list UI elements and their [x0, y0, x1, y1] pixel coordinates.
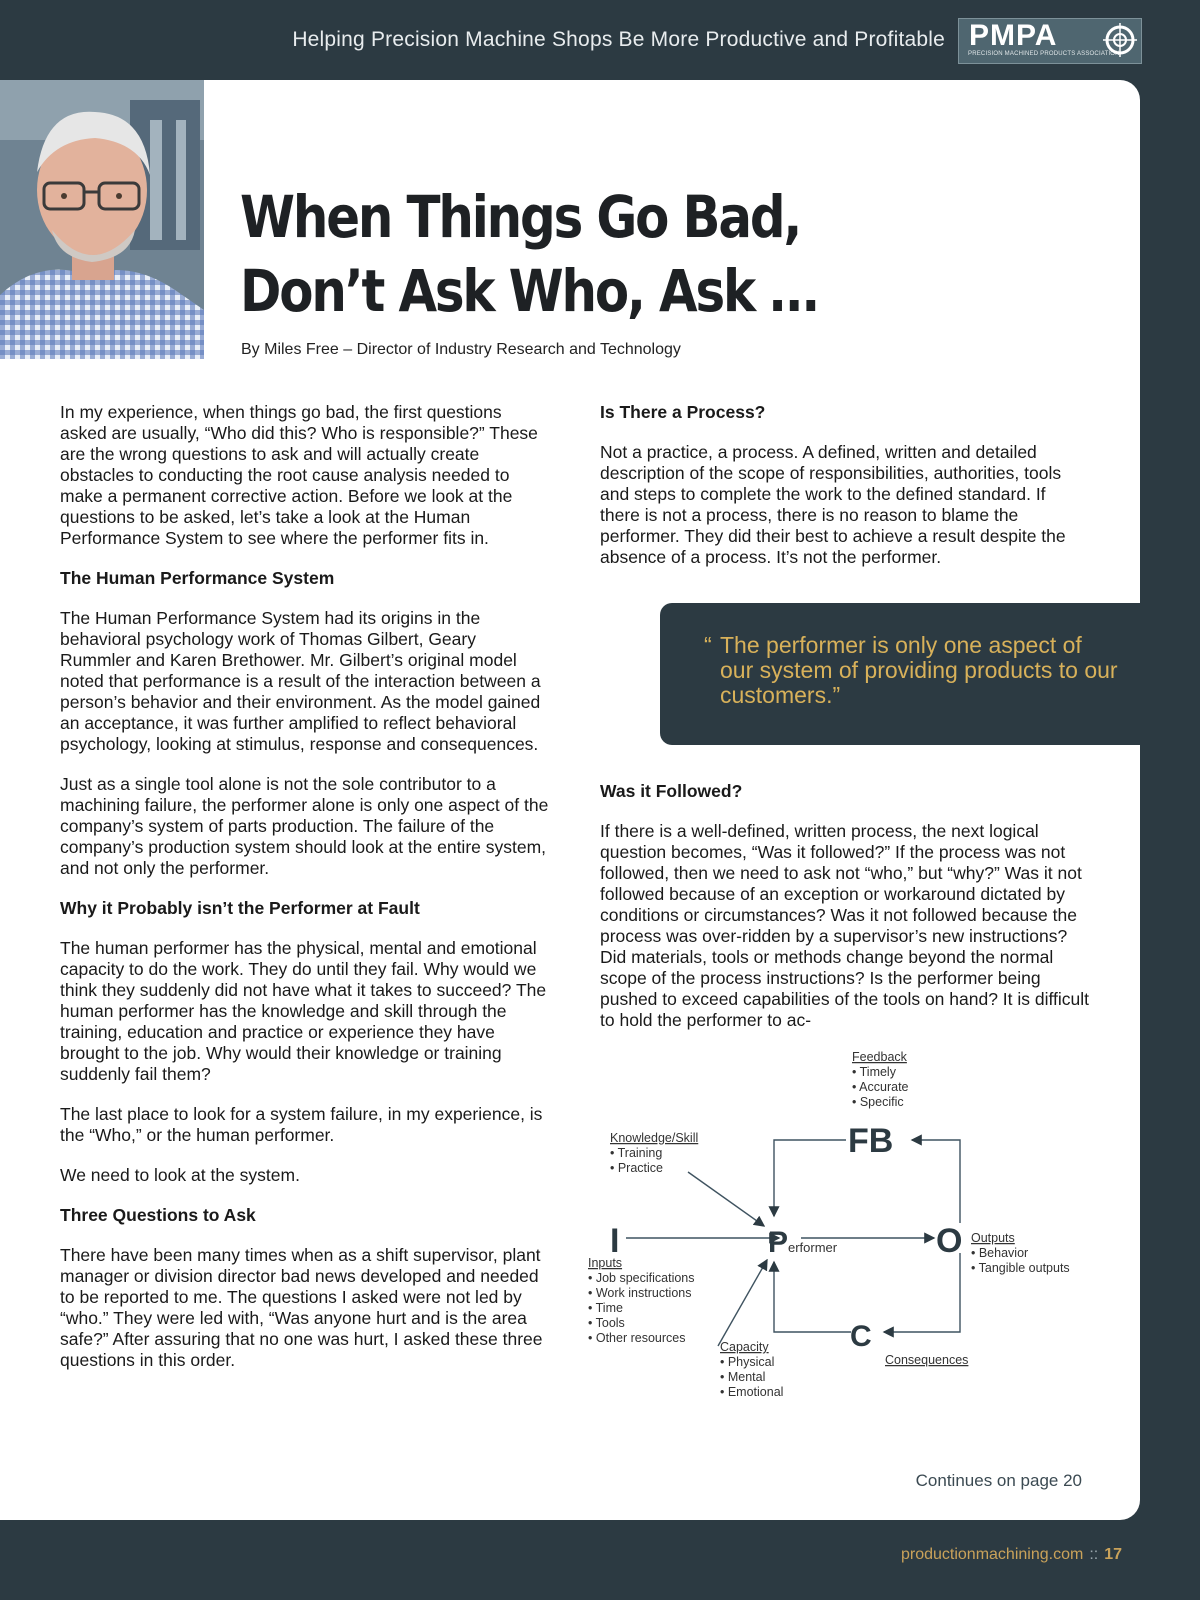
performer-label: erformer — [788, 1240, 838, 1255]
capacity-item: • Mental — [720, 1370, 766, 1384]
section-heading: Three Questions to Ask — [60, 1205, 256, 1225]
inputs-item: • Job specifications — [588, 1271, 695, 1285]
section-heading: Why it Probably isn’t the Performer at Fault — [60, 898, 420, 918]
paragraph: In my experience, when things go bad, the first questions asked are usually, “Who did this? Who is responsible?” These are the wrong questions to ask and will actually create obstacles to conducting the root cause analysis needed to make a permanent corrective action. Before we look at the questions to be asked, let’s take a look at the Human Performance System to see where the performer fits in. — [60, 402, 538, 548]
section-heading: Is There a Process? — [600, 402, 766, 422]
section-heading: The Human Performance System — [60, 568, 335, 588]
article-title — [240, 180, 842, 328]
knowledge-title: Knowledge/Skill — [610, 1131, 699, 1145]
left-column — [60, 402, 550, 1390]
paragraph: The human performer has the physical, mental and emotional capacity to do the work. They do until they fail. Why would we think they suddenly did not have what it takes to succeed? The human performer has the knowledge and skill through the training, education and practice or experience they have brought to the job. Why would their knowledge or training suddenly fail them? — [60, 938, 547, 1084]
knowledge-item: • Practice — [610, 1161, 664, 1175]
title-line-2: Don’t Ask Who, Ask … — [240, 257, 817, 325]
author-photo — [0, 80, 204, 359]
pull-quote — [660, 603, 1140, 745]
footer-separator: :: — [1089, 1546, 1099, 1563]
page-number: 17 — [1104, 1546, 1122, 1563]
capacity-item: • Emotional — [720, 1385, 784, 1399]
paragraph: Just as a single tool alone is not the sole contributor to a machining failure, the performer alone is only one aspect of the company’s system of parts production. The failure of the company’s production system should look at the entire system, and not only the performer. — [60, 774, 549, 878]
inputs-item: • Time — [588, 1301, 623, 1315]
quote-mark-icon: “ — [704, 632, 712, 658]
target-icon — [1103, 23, 1137, 57]
pull-quote-text — [704, 632, 1120, 708]
pmpa-logo[interactable] — [958, 18, 1142, 64]
feedback-item: • Accurate — [852, 1080, 909, 1094]
paragraph: The Human Performance System had its origins in the behavioral psychology work of Thomas Gilbert, Geary Rummler and Karen Brethower. Mr. Gilbert’s original model noted that performance is a result of the interaction between a person’s behavior and their environment. As the model gained an acceptance, it was further amplified to reflect behavioral psychology, looking at stimulus, response and consequences. — [60, 608, 541, 754]
quote-body: The performer is only one aspect of our system of providing products to our customers.” — [720, 632, 1118, 708]
inputs-item: • Work instructions — [588, 1286, 692, 1300]
paragraph: The last place to look for a system failure, in my experience, is the “Who,” or the human performer. — [60, 1104, 543, 1145]
inputs-item: • Tools — [588, 1316, 625, 1330]
capacity-item: • Physical — [720, 1355, 775, 1369]
byline: By Miles Free – Director of Industry Research and Technology — [241, 341, 681, 358]
inputs-letter: I — [610, 1222, 620, 1260]
header-tagline: Helping Precision Machine Shops Be More Productive and Profitable — [292, 28, 945, 51]
logo-wordmark: PMPA — [969, 19, 1058, 52]
inputs-title: Inputs — [588, 1256, 623, 1270]
outputs-item: • Behavior — [971, 1246, 1029, 1260]
human-performance-diagram — [588, 1048, 1096, 1408]
outputs-title: Outputs — [971, 1231, 1015, 1245]
logo-subtitle: PRECISION MACHINED PRODUCTS ASSOCIATION — [968, 51, 1120, 57]
outputs-item: • Tangible outputs — [971, 1261, 1070, 1275]
feedback-letter: FB — [848, 1122, 894, 1160]
feedback-title: Feedback — [852, 1050, 907, 1064]
performer-letter: P — [768, 1226, 789, 1259]
paragraph: Not a practice, a process. A defined, written and detailed description of the scope of responsibilities, authorities, tools and steps to complete the work to the defined standard. If there is not a process, there is no reason to blame the performer. They did their best to achieve a result despite the absence of a process. It’s not the performer. — [600, 442, 1066, 567]
outputs-letter: O — [936, 1222, 963, 1260]
footer-site-link[interactable]: productionmachining.com — [900, 1546, 1084, 1563]
knowledge-item: • Training — [610, 1146, 663, 1160]
paragraph: If there is a well-defined, written process, the next logical question becomes, “Was it followed?” If the process was not followed, then we need to ask not “who,” but “why?” Was it not followed because of an exception or workaround dictated by conditions or circumstances? Was it not followed because the process was over-ridden by a supervisor’s new instructions? Did materials, tools or methods change beyond the normal scope of the process instructions? Is the performer being pushed to exceed capabilities of the tools on hand? It is difficult to hold the performer to ac- — [600, 821, 1090, 1030]
paragraph: There have been many times when as a shift supervisor, plant manager or division director bad news developed and needed to be reported to me. The questions I asked were not led by “who.” They were led with, “Was anyone hurt and is the area safe?” After assuring that no one was hurt, I asked these three questions in this order. — [60, 1245, 543, 1370]
feedback-item: • Specific — [852, 1095, 904, 1109]
consequences-title: Consequences — [885, 1353, 969, 1367]
consequences-letter: C — [850, 1320, 872, 1353]
section-heading: Was it Followed? — [600, 781, 743, 801]
capacity-title: Capacity — [720, 1340, 769, 1354]
right-column-bottom — [600, 781, 1090, 1050]
continues-note[interactable]: Continues on page 20 — [915, 1471, 1082, 1490]
page-footer — [901, 1546, 1122, 1564]
inputs-item: • Other resources — [588, 1331, 686, 1345]
feedback-item: • Timely — [852, 1065, 896, 1079]
paragraph: We need to look at the system. — [60, 1165, 300, 1185]
right-column-top — [600, 402, 1090, 587]
title-line-1: When Things Go Bad, — [240, 183, 801, 251]
